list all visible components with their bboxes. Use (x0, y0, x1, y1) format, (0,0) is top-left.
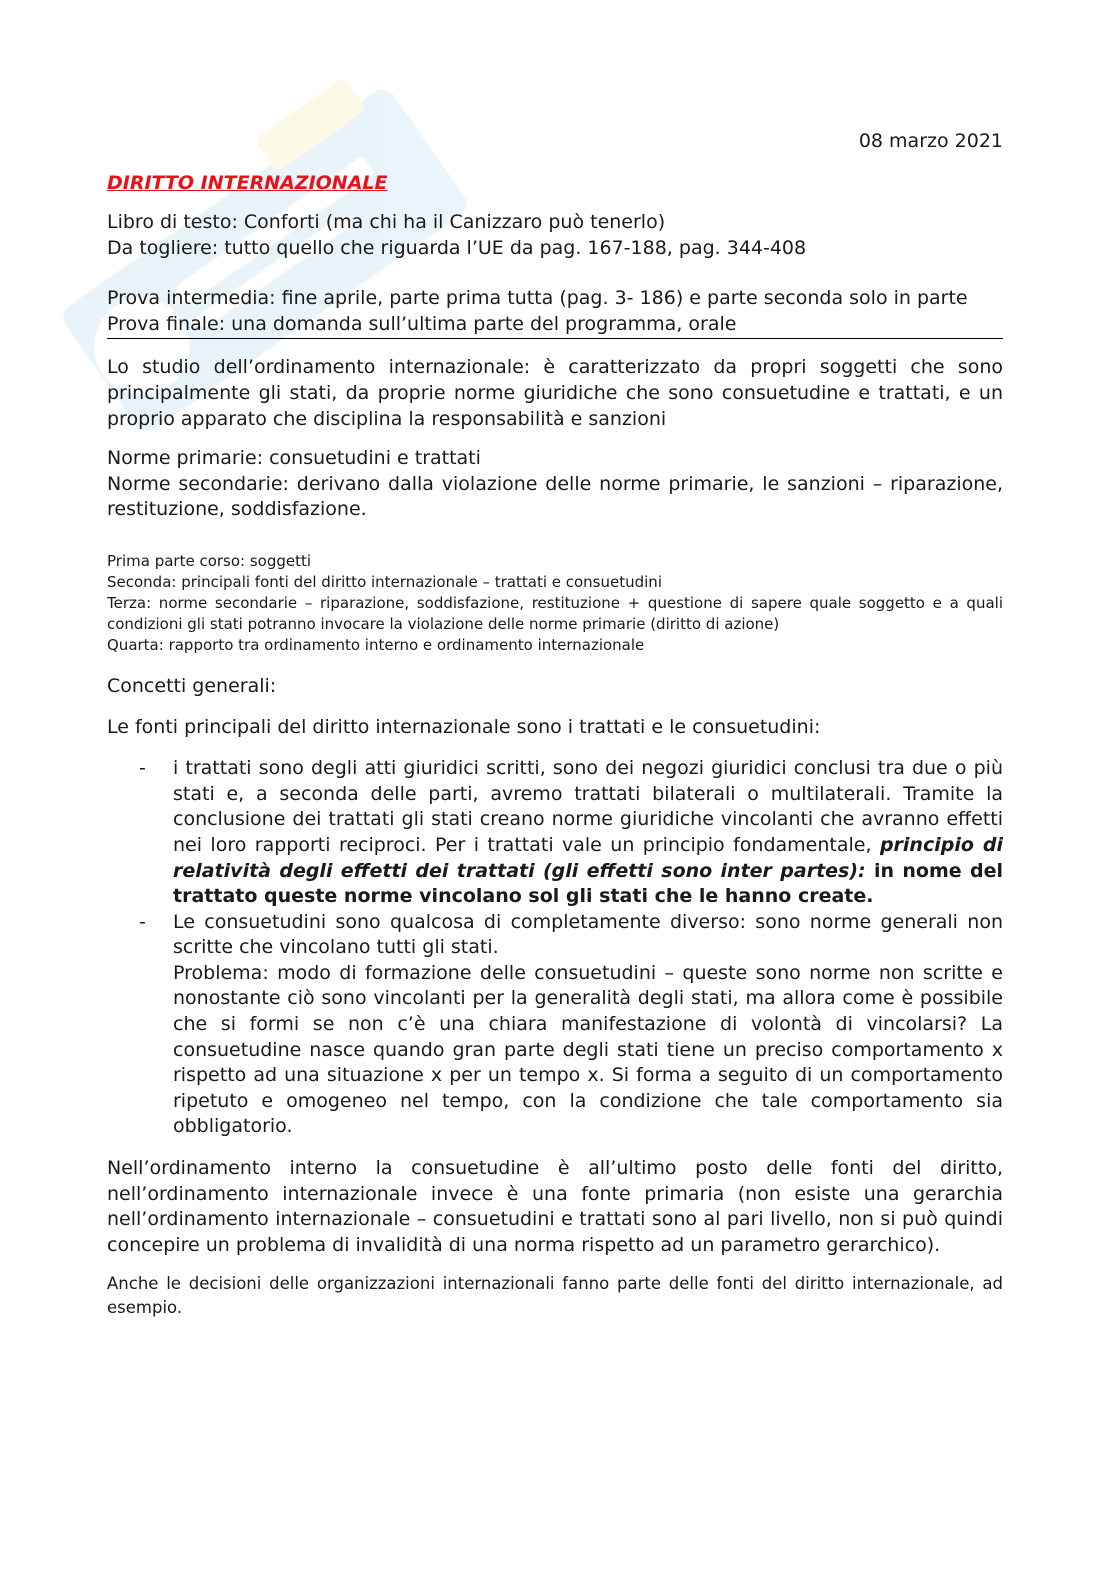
treaties-text: i trattati sono degli atti giuridici scritti, sono dei negozi giuridici conclusi tra due o più stati e, a seconda delle parti, avremo trattati bilaterali o multilaterali. Tramite la conclusione dei trattati gli stati creano norme giuridiche vincolanti che avranno effetti nei loro rapporti reciproci. Per i trattati vale un principio fondamentale, (173, 757, 1003, 856)
exams-block (107, 286, 1003, 337)
org-decisions-block (107, 1272, 1003, 1320)
final-exam-line: Prova finale: una domanda sull’ultima parte del programma, orale (107, 312, 737, 335)
course-part: Prima parte corso: soggetti (107, 551, 312, 570)
course-parts-list (107, 551, 1003, 656)
textbook-line: Libro di testo: Conforti (ma chi ha il Canizzaro può tenerlo) (107, 211, 666, 233)
list-item (107, 756, 1003, 910)
study-paragraph: Lo studio dell’ordinamento internazionale: è caratterizzato da propri soggetti che sono principalmente gli stati, da proprie norme giuridiche che sono consuetudine e trattati, e un proprio apparato che disciplina la responsabilità e sanzioni (107, 356, 1003, 430)
course-part: Seconda: principali fonti del diritto internazionale – trattati e consuetudini (107, 572, 662, 591)
document-title: DIRITTO INTERNAZIONALE (107, 172, 388, 194)
excluded-pages-line: Da togliere: tutto quello che riguarda l’UE da pag. 167-188, pag. 344-408 (107, 236, 807, 259)
document-page (107, 128, 1003, 1320)
intro-block (107, 210, 1003, 261)
internal-order-paragraph: Nell’ordinamento interno la consuetudine è all’ultimo posto delle fonti del diritto, nell’ordinamento internazionale invece è una fonte primaria (non esiste una gerarchia nell’ordinamento internazionale – consuetudini e trattati sono al pari livello, non si può quindi concepire un problema di invalidità di una norma rispetto ad un parametro gerarchico). (107, 1157, 1003, 1256)
document-date: 08 marzo 2021 (858, 130, 1003, 152)
customs-text: Le consuetudini sono qualcosa di completamente diverso: sono norme generali non scritte che vincolano tutti gli stati. (173, 910, 1003, 959)
relativity-principle: principio di relatività degli effetti dei trattati (gli effetti sono inter partes): (173, 833, 1003, 882)
customs-problem: Problema: modo di formazione delle consuetudini – queste sono norme non scritte e nonostante ciò sono vincolanti per la generalità degli stati, ma allora come è possibile che si formi se non c’è una chiara manifestazione di volontà di vincolarsi? La consuetudine nasce quando gran parte degli stati tiene un preciso comportamento x rispetto ad una situazione x per un tempo x. Si forma a seguito di un comportamento ripetuto e omogeneo nel tempo, con la condizione che tale comportamento sia obbligatorio. (173, 961, 1003, 1138)
bullet-marker: - (139, 757, 146, 780)
secondary-norms-line: Norme secondarie: derivano dalla violazione delle norme primarie, le sanzioni – riparazione, restituzione, soddisfazione. (107, 472, 1003, 521)
intermediate-exam-line: Prova intermedia: fine aprile, parte prima tutta (pag. 3- 186) e parte seconda solo in parte (107, 287, 968, 310)
treaties-conclusion: in nome del trattato queste norme vincolano sol gli stati che le hanno create. (173, 859, 1003, 908)
sources-intro: Le fonti principali del diritto internazionale sono i trattati e le consuetudini: (107, 715, 821, 738)
sources-list (107, 756, 1003, 1140)
course-part: Terza: norme secondarie – riparazione, soddisfazione, restituzione + questione di sapere quale soggetto e a quali condizioni gli stati potranno invocare la violazione delle norme primarie (diritto di azione) (107, 593, 1003, 633)
bullet-marker: - (139, 910, 146, 933)
general-concepts-heading: Concetti generali: (107, 674, 277, 697)
primary-norms-line: Norme primarie: consuetudini e trattati (107, 447, 481, 470)
norms-block (107, 446, 1003, 523)
org-decisions-paragraph: Anche le decisioni delle organizzazioni internazionali fanno parte delle fonti del diritto internazionale, ad esempio. (107, 1274, 1003, 1318)
section-divider (107, 338, 1003, 339)
list-item (107, 910, 1003, 1140)
course-part: Quarta: rapporto tra ordinamento interno e ordinamento internazionale (107, 635, 645, 654)
